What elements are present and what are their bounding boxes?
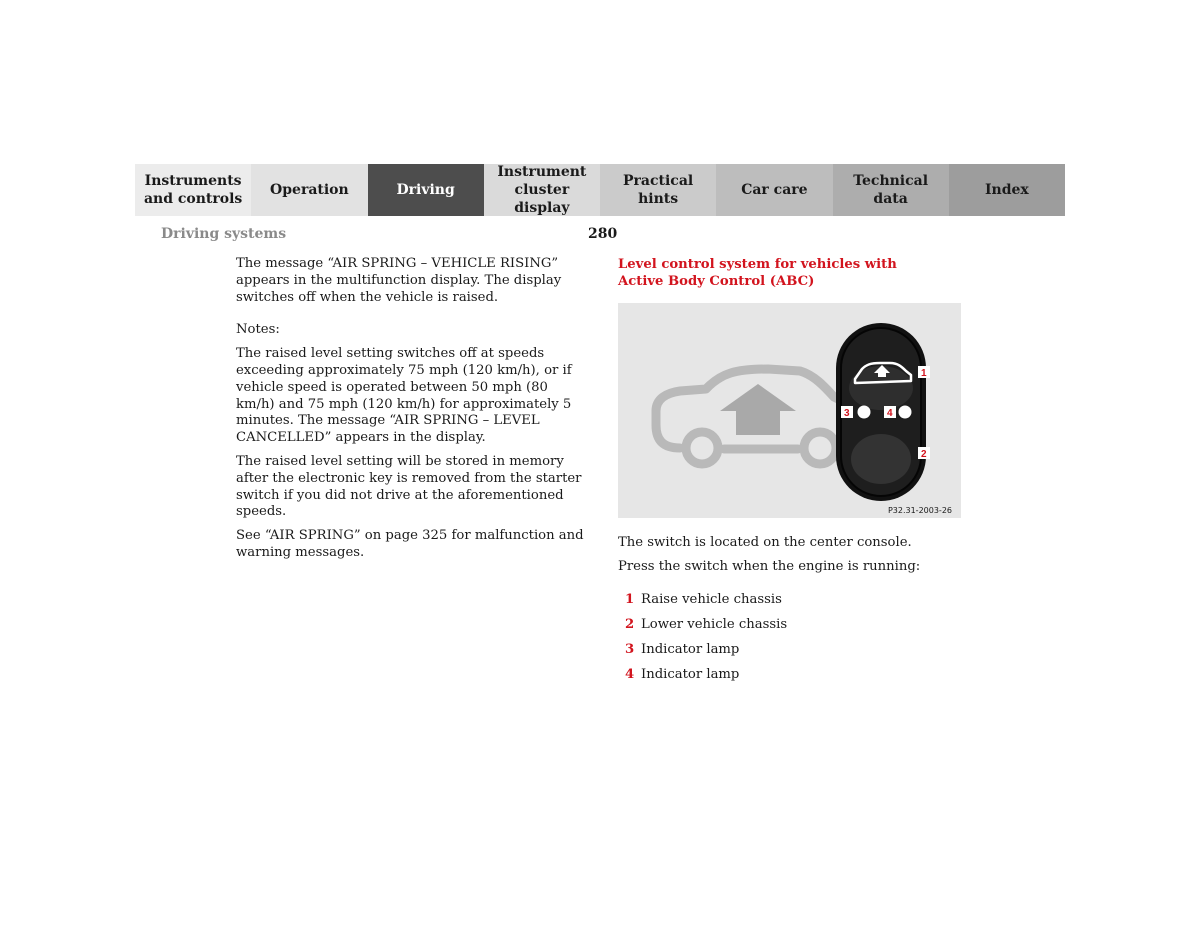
tab-label: Car care xyxy=(741,182,808,198)
list-item-text: Raise vehicle chassis xyxy=(641,592,782,607)
paragraph: The message “AIR SPRING – VEHICLE RISING” appears in the multifunction display. The display switches off when the vehicle is raised. xyxy=(236,256,562,305)
callout-1: 1 xyxy=(921,368,927,379)
indicator-lamp-3 xyxy=(858,406,871,419)
chapter-tab-bar xyxy=(135,164,1065,216)
paragraph: The raised level setting will be stored in memory after the electronic key is removed from the starter switch if you did not drive at the aforementioned speeds. xyxy=(236,453,582,520)
page-number: 280 xyxy=(588,226,618,242)
tab-label: Operation xyxy=(270,182,349,198)
instruction-text: Press the switch when the engine is running: xyxy=(618,559,921,574)
tab-instrument-cluster-display[interactable] xyxy=(484,164,600,216)
list-item-number: 1 xyxy=(625,592,635,607)
callout-3: 3 xyxy=(844,408,850,419)
tab-instruments-and-controls[interactable] xyxy=(135,164,251,216)
tab-index[interactable] xyxy=(949,164,1065,216)
list-item-number: 3 xyxy=(625,642,635,657)
list-item xyxy=(618,666,958,691)
tab-label: Practical hints xyxy=(623,173,694,207)
list-item-text: Lower vehicle chassis xyxy=(641,617,788,632)
tab-label: Driving xyxy=(396,182,455,198)
list-item xyxy=(618,591,958,616)
callout-4: 4 xyxy=(887,408,893,419)
section-heading: Level control system for vehicles with Active Body Control (ABC) xyxy=(618,257,897,289)
paragraph: See “AIR SPRING” on page 325 for malfunction and warning messages. xyxy=(236,528,584,560)
up-arrow-icon xyxy=(720,384,796,435)
left-column xyxy=(236,256,588,569)
tab-practical-hints[interactable] xyxy=(600,164,716,216)
tab-technical-data[interactable] xyxy=(833,164,949,216)
list-item xyxy=(618,616,958,641)
notes-label: Notes: xyxy=(236,322,280,338)
tab-label: Instrument cluster display xyxy=(497,164,587,216)
list-item-number: 2 xyxy=(625,617,635,632)
list-item-text: Indicator lamp xyxy=(641,667,740,682)
tab-car-care[interactable] xyxy=(716,164,832,216)
callout-2: 2 xyxy=(921,449,927,460)
tab-label: Index xyxy=(984,182,1029,198)
list-item-text: Indicator lamp xyxy=(641,642,740,657)
section-title: Driving systems xyxy=(161,226,287,242)
list-item xyxy=(618,641,958,666)
list-item-number: 4 xyxy=(625,667,635,682)
location-text: The switch is located on the center console. xyxy=(618,535,912,550)
right-column xyxy=(618,256,1018,682)
paragraph: The raised level setting switches off at speeds exceeding approximately 75 mph (120 km/h), or if vehicle speed is operated between 50 mph (80 km/h) and 75 mph (120 km/h) for approximately 5 minutes. The message “AIR SPRING – LEVEL CANCELLED” appears in the display. xyxy=(236,346,572,446)
tab-label: Technical data xyxy=(853,173,929,207)
callout-legend-list xyxy=(618,591,958,691)
tab-driving[interactable] xyxy=(368,164,484,216)
level-control-switch-figure xyxy=(618,303,961,518)
switch-illustration xyxy=(618,303,961,518)
tab-operation[interactable] xyxy=(251,164,367,216)
tab-label: Instruments and controls xyxy=(143,173,243,207)
figure-code: P32.31-2003-26 xyxy=(887,506,952,515)
indicator-lamp-4 xyxy=(899,406,912,419)
